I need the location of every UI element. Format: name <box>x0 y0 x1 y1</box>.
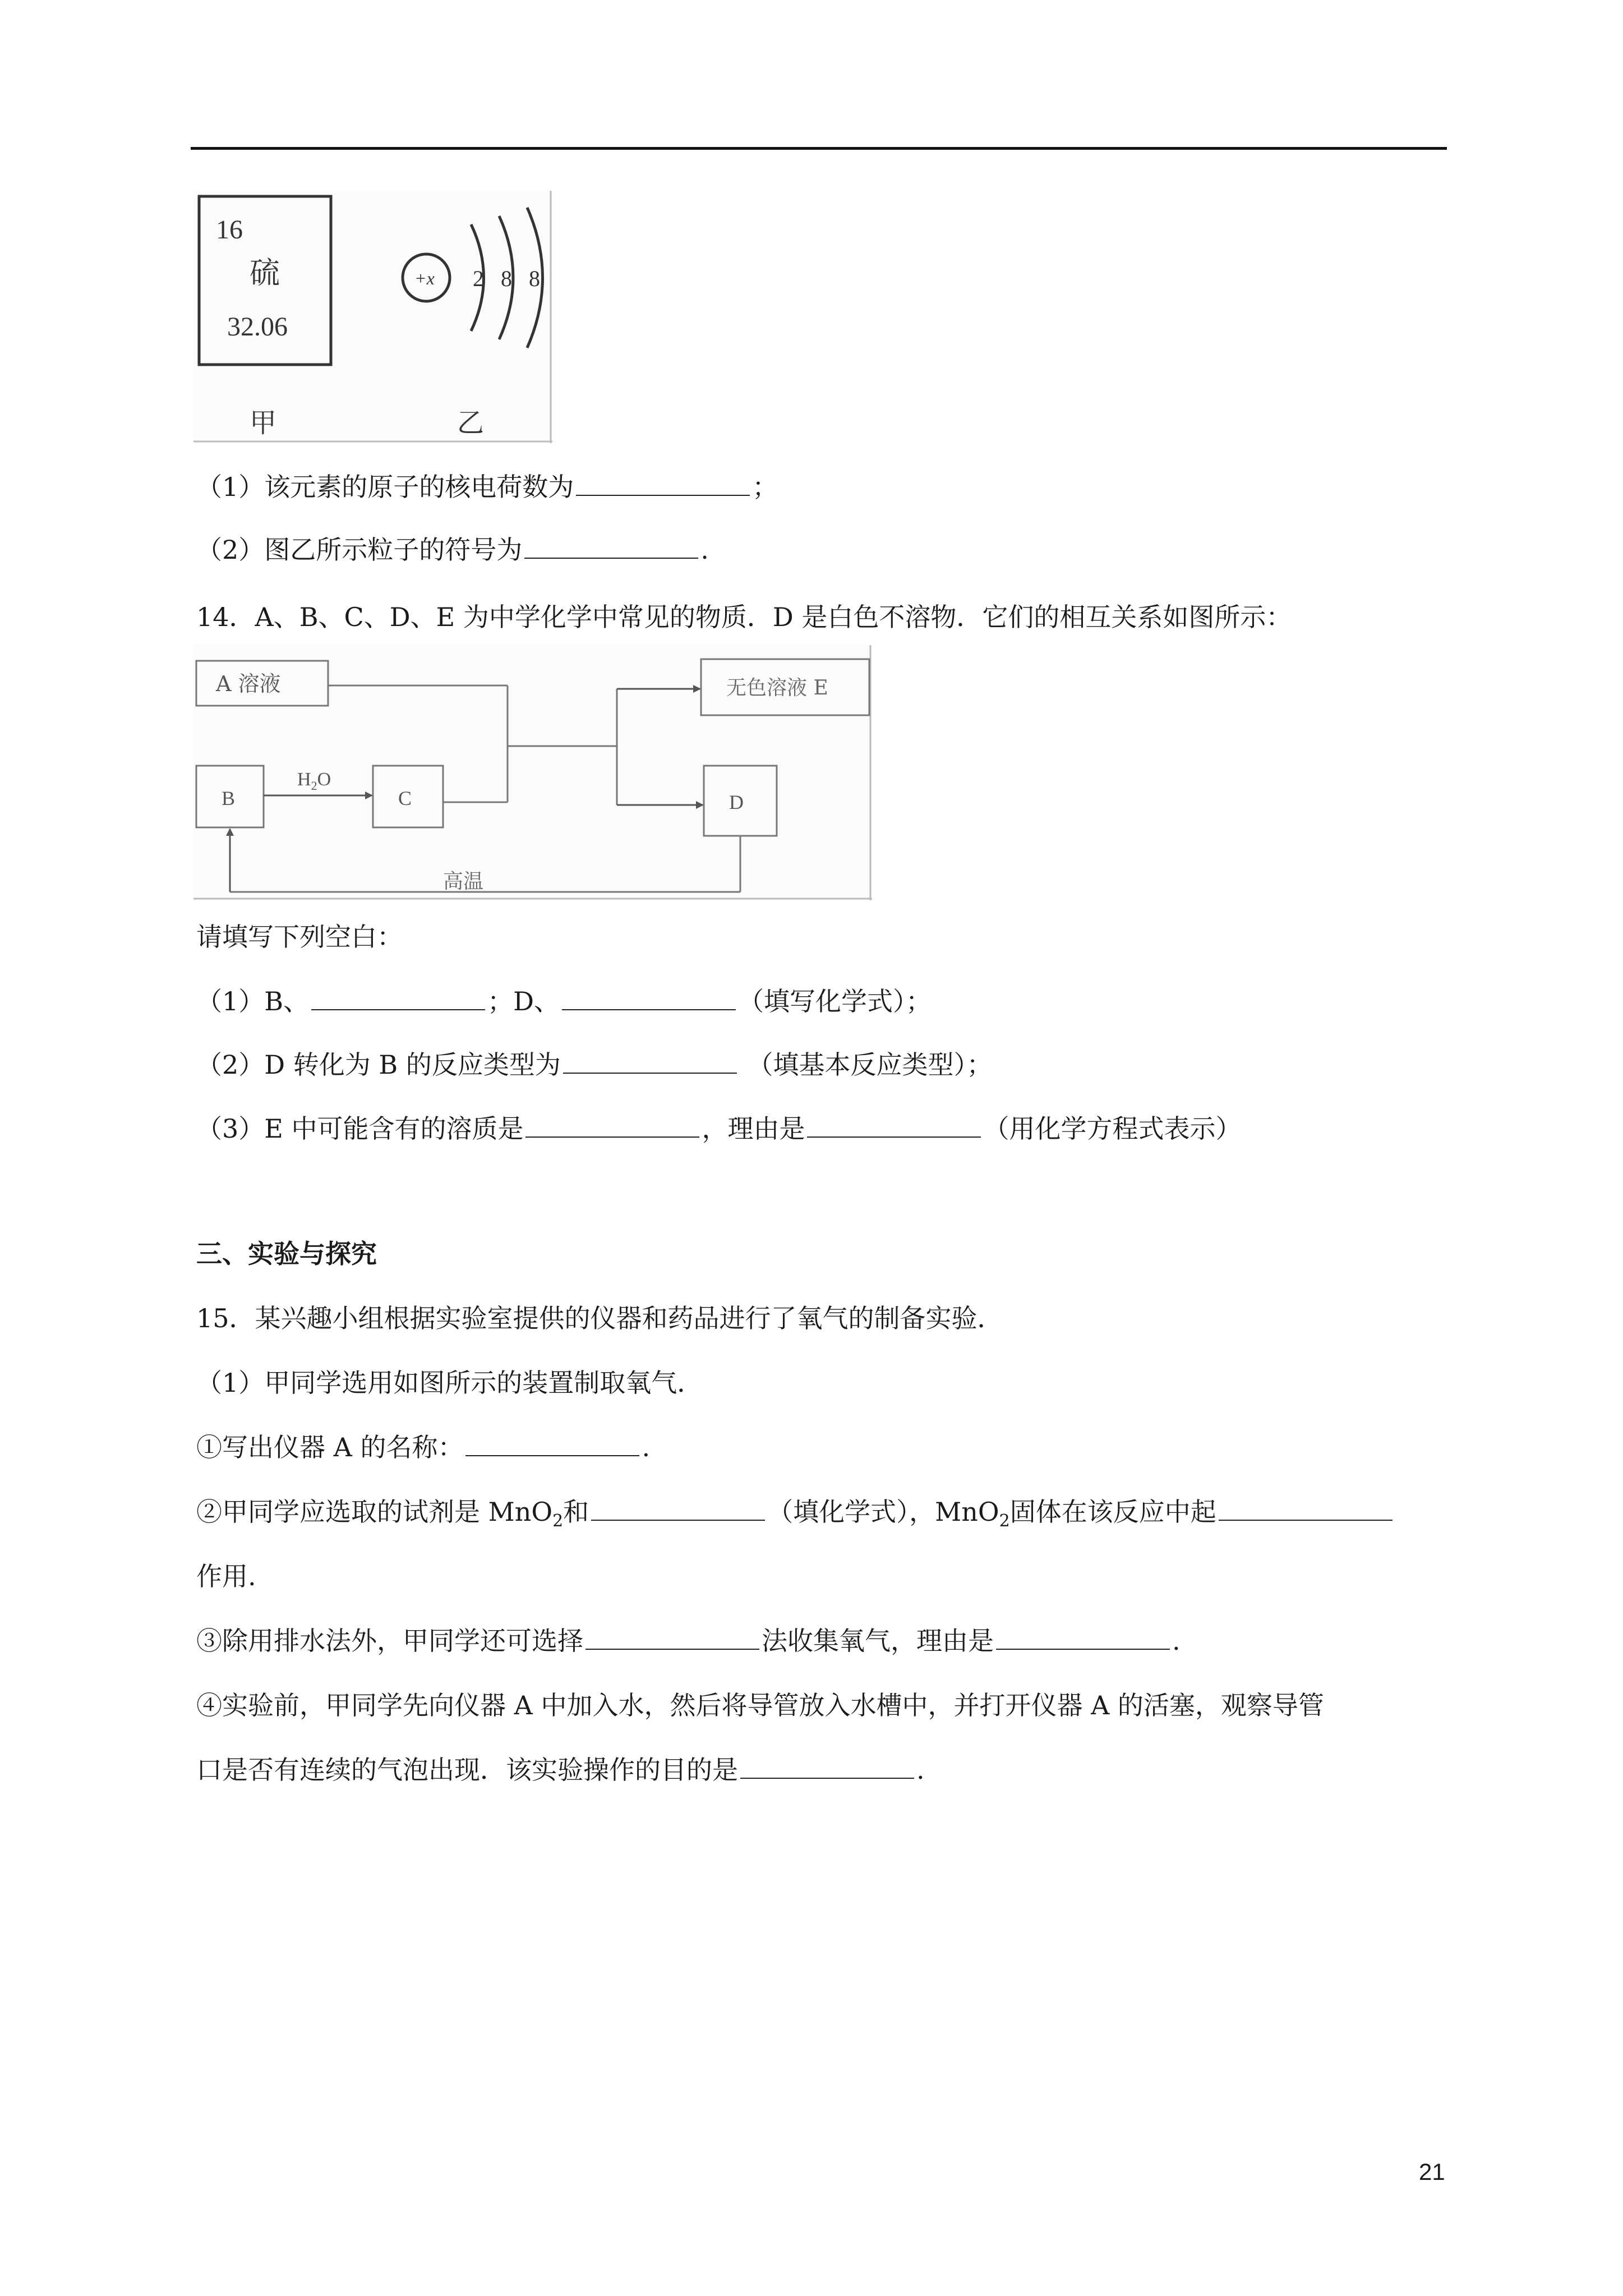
shell-count-2: 8 <box>501 266 512 291</box>
svg-text:无色溶液 E: 无色溶液 E <box>726 677 828 700</box>
section-heading: 三、实验与探究 <box>196 1239 377 1269</box>
label-yi: 乙 <box>457 407 485 439</box>
answer-blank[interactable] <box>1219 1497 1393 1521</box>
answer-blank[interactable] <box>591 1497 765 1521</box>
element-figure <box>193 191 552 443</box>
answer-blank[interactable] <box>525 1114 699 1138</box>
atomic-mass: 32.06 <box>227 312 288 342</box>
q14-stem: 14．A、B、C、D、E 为中学化学中常见的物质．D 是白色不溶物．它们的相互关系如图所示： <box>196 602 1292 632</box>
nucleus-label: +x <box>414 268 435 288</box>
q15-stem: 15．某兴趣小组根据实验室提供的仪器和药品进行了氧气的制备实验． <box>196 1303 1003 1333</box>
q14-part2: （2）D 转化为 B 的反应类型为 （填基本反应类型）； <box>196 1050 993 1080</box>
q13-part1: （1）该元素的原子的核电荷数为 ； <box>196 472 778 502</box>
q15-item1: ①写出仪器 A 的名称： . <box>196 1432 651 1462</box>
answer-blank[interactable] <box>311 987 485 1010</box>
q14-part1: （1）B、 ；D、 （填写化学式）； <box>196 986 932 1016</box>
arrow-h2o-label: $H_2O$ <box>297 769 331 793</box>
answer-blank[interactable] <box>740 1755 914 1779</box>
page-number: 21 <box>1419 2159 1445 2185</box>
svg-text:A 溶液: A 溶液 <box>216 671 281 696</box>
element-name: 硫 <box>250 255 280 291</box>
q14-part3: （3）E 中可能含有的溶质是 ，理由是 （用化学方程式表示） <box>196 1114 1242 1144</box>
answer-blank[interactable] <box>585 1626 759 1650</box>
answer-blank[interactable] <box>465 1433 639 1456</box>
answer-blank[interactable] <box>807 1114 981 1138</box>
q15-item3: ③除用排水法外，甲同学还可选择 法收集氧气，理由是 . <box>196 1626 1181 1656</box>
label-jia: 甲 <box>250 407 277 439</box>
q13-part2: （2）图乙所示粒子的符号为 . <box>196 535 709 565</box>
q14-prompt: 请填写下列空白： <box>196 922 403 952</box>
reaction-diagram <box>193 645 872 900</box>
arrow-heat-label: 高温 <box>443 870 484 893</box>
element-number: 16 <box>216 215 243 245</box>
q15-part1: （1）甲同学选用如图所示的装置制取氧气． <box>196 1368 703 1398</box>
svg-text:B: B <box>222 787 236 809</box>
q15-item2-cont: 作用. <box>196 1561 256 1591</box>
shell-count-1: 2 <box>473 266 484 291</box>
svg-text:C: C <box>398 787 412 809</box>
answer-blank[interactable] <box>576 472 750 496</box>
q15-item2: ②甲同学应选取的试剂是 MnO$_2$和 （填化学式），MnO$_2$固体在该反应中起 <box>196 1495 1395 1538</box>
answer-blank[interactable] <box>524 535 698 559</box>
answer-blank[interactable] <box>562 987 736 1010</box>
header-rule <box>191 147 1447 150</box>
q15-item4: ④实验前，甲同学先向仪器 A 中加入水，然后将导管放入水槽中，并打开仪器 A 的活塞，观察导管 <box>196 1690 1324 1720</box>
svg-text:D: D <box>729 791 744 813</box>
answer-blank[interactable] <box>563 1050 737 1074</box>
shell-count-3: 8 <box>529 266 540 291</box>
q15-item4-cont: 口是否有连续的气泡出现．该实验操作的目的是 . <box>196 1755 925 1785</box>
answer-blank[interactable] <box>996 1626 1170 1650</box>
